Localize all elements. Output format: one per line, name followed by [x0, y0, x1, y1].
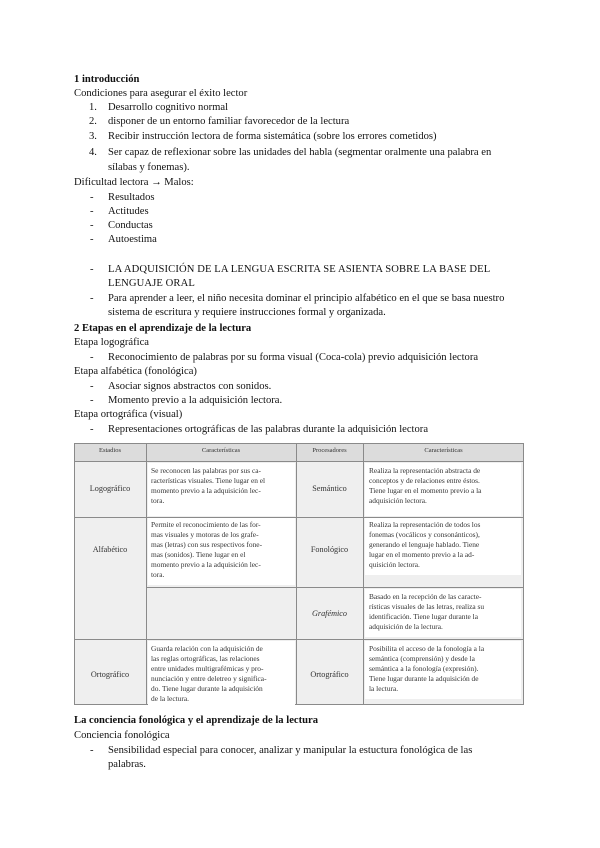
bullet-dash: -: [90, 264, 94, 275]
bullet-dash: -: [90, 395, 94, 406]
bullet-dash: -: [90, 206, 94, 217]
processor-label: Semántico: [312, 484, 347, 493]
bullet-dash: -: [90, 192, 94, 203]
subtitle-conciencia-fonologica: Conciencia fonológica: [74, 730, 170, 741]
bullet-dash: -: [90, 220, 94, 231]
list-item: Reconocimiento de palabras por su forma visual (Coca-cola) previo adquisición lectora: [108, 352, 479, 363]
table-header-cell: Características: [424, 447, 463, 454]
stage-title-alfabetica: Etapa alfabética (fonológica): [74, 366, 197, 377]
difficulty-title: Dificultad lectora → Malos:: [74, 177, 194, 188]
list-item: Resultados: [108, 192, 155, 203]
list-item: Momento previo a la adquisición lectora.: [108, 395, 283, 406]
stage-label: Ortográfico: [90, 670, 130, 679]
processor-label: Fonológico: [310, 545, 349, 554]
list-item: Conductas: [108, 220, 153, 231]
list-item: disponer de un entorno familiar favorecedor de la lectura: [108, 116, 350, 127]
list-item-continuation: sílabas y fonemas).: [108, 162, 190, 173]
table-header-cell: Procesadores: [312, 447, 347, 454]
list-item: Ser capaz de reflexionar sobre las unidades del habla (segmentar oralmente una palabra en: [108, 147, 492, 158]
table-grid-line: [363, 444, 364, 704]
conditions-title: Condiciones para asegurar el éxito lector: [74, 88, 248, 99]
processor-description: Posibilita el acceso de la fonología a la semántica (comprensión) y desde la semántica a la fonología (expresión). Tiene lugar durante la adquisición de la lectura.: [369, 644, 485, 693]
list-item: Representaciones ortográficas de las palabras durante la adquisición lectora: [108, 424, 429, 435]
table-header-cell: Estadios: [98, 447, 122, 454]
bullet-dash: -: [90, 745, 94, 756]
table-grid-line: [296, 444, 297, 704]
table-grid-line: [146, 444, 147, 704]
stage-title-logografica: Etapa logográfica: [74, 337, 149, 348]
list-number: 4.: [89, 147, 97, 158]
processor-description: Realiza la representación abstracta de conceptos y de relaciones entre éstos. Tiene lugar en el momento previo a la adquisición lectora.: [369, 466, 482, 505]
processor-description: Realiza la representación de todos los fonemas (vocálicos y consonánticos), generando el lenguaje hablado. Tiene lugar en el momento previo a la ad- quisición lectora.: [369, 520, 481, 569]
processor-label: Ortográfico: [310, 670, 349, 679]
section-heading-introduccion: 1 introducción: [74, 74, 140, 85]
table-grid-line: [75, 517, 523, 518]
stage-title-ortografica: Etapa ortográfica (visual): [74, 409, 183, 420]
list-number: 1.: [89, 102, 97, 113]
stage-description: Se reconocen las palabras por sus ca- racterísticas visuales. Tiene lugar en el momento previo a la adquisición lec- tora.: [151, 466, 266, 505]
bullet-dash: -: [90, 352, 94, 363]
bullet-dash: -: [90, 234, 94, 245]
list-item: Desarrollo cognitivo normal: [108, 102, 229, 113]
table-grid-line: [75, 639, 523, 640]
list-item: Asociar signos abstractos con sonidos.: [108, 381, 272, 392]
list-item: Sensibilidad especial para conocer, analizar y manipular la estuctura fonológica de las: [108, 745, 473, 756]
processor-description: Basado en la recepción de las caracte- rísticas visuales de las letras, realiza su identificación. Tiene lugar durante la adquisición de la lectura.: [369, 592, 485, 631]
stages-table: [74, 443, 524, 705]
principle-statement-continuation: sistema de escritura y requiere instrucciones formal y organizada.: [108, 307, 386, 318]
stage-description: Permite el reconocimiento de las for- mas visuales y motoras de los grafe- mas (letras) con sus respectivos fone- mas (sonidos). Tiene lugar en el momento previo a la adquisición lec- tora.: [151, 520, 263, 579]
stage-label: Logográfico: [89, 484, 131, 493]
list-number: 3.: [89, 131, 97, 142]
list-item: Autoestima: [108, 234, 157, 245]
list-item: Recibir instrucción lectora de forma sistemática (sobre los errores cometidos): [108, 131, 437, 142]
table-grid-line: [75, 461, 523, 462]
caps-statement: LA ADQUISICIÓN DE LA LENGUA ESCRITA SE ASIENTA SOBRE LA BASE DEL: [108, 264, 491, 275]
bullet-dash: -: [90, 381, 94, 392]
table-header-cell: Características: [201, 447, 241, 454]
bullet-dash: -: [90, 424, 94, 435]
processor-label: Grafémico: [311, 609, 348, 618]
stage-description: Guarda relación con la adquisición de las reglas ortográficas, las relaciones entre unidades multigrafémicas y pro- nunciación y entre deletreo y significa- do. Tiene lugar durante la adquisición de la lectura.: [151, 644, 267, 703]
list-number: 2.: [89, 116, 97, 127]
section-heading-conciencia: La conciencia fonológica y el aprendizaje de la lectura: [74, 715, 319, 726]
section-heading-etapas: 2 Etapas en el aprendizaje de la lectura: [74, 323, 252, 334]
list-item-continuation: palabras.: [108, 759, 146, 770]
table-grid-line: [147, 587, 523, 588]
list-item: Actitudes: [108, 206, 149, 217]
principle-statement: Para aprender a leer, el niño necesita dominar el principio alfabético en el que se basa nuestro: [108, 293, 505, 304]
bullet-dash: -: [90, 293, 94, 304]
stage-label: Alfabético: [92, 545, 128, 554]
caps-statement-continuation: LENGUAJE ORAL: [108, 278, 195, 289]
